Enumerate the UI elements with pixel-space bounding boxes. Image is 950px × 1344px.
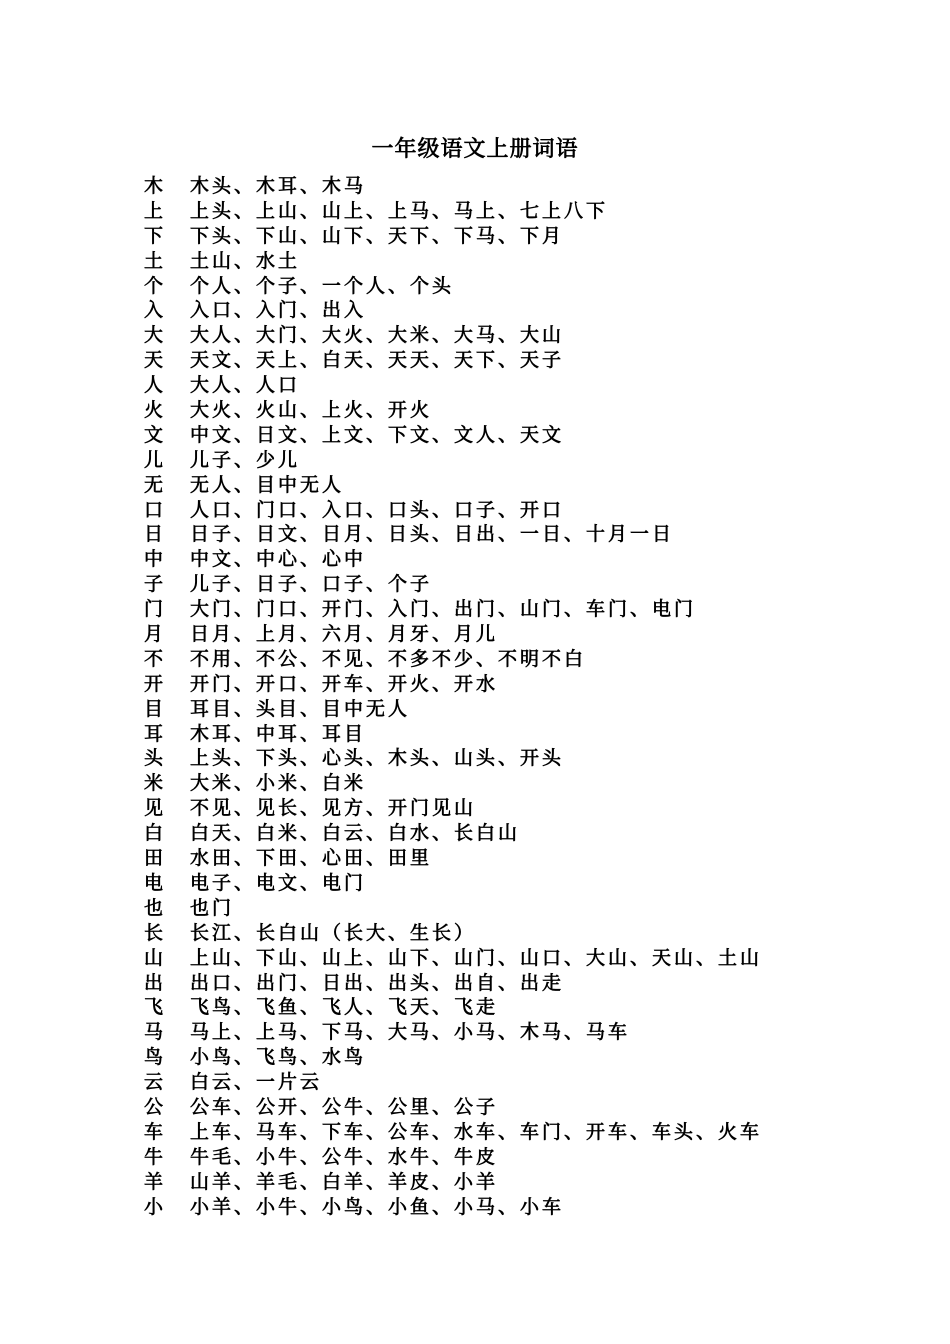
- entry-words: 大人、大门、大火、大米、大马、大山: [190, 324, 565, 347]
- entry-character: 入: [144, 299, 164, 322]
- entry-words: 长江、长白山（长大、生长）: [190, 921, 477, 944]
- entry-words: 牛毛、小牛、公牛、水牛、牛皮: [190, 1145, 499, 1168]
- page-title: 一年级语文上册词语: [371, 136, 579, 162]
- entry-words: 山羊、羊毛、白羊、羊皮、小羊: [190, 1170, 499, 1193]
- entry-words: 儿子、日子、口子、个子: [190, 573, 433, 596]
- list-item: [144, 522, 762, 547]
- entry-words: 大火、火山、上火、开火: [190, 399, 433, 422]
- list-item: [144, 224, 762, 249]
- entry-words: 公车、公开、公牛、公里、公子: [190, 1095, 499, 1118]
- list-item: [144, 771, 762, 796]
- entry-character: 山: [144, 946, 164, 969]
- entry-words: 电子、电文、电门: [190, 871, 367, 894]
- entry-character: 头: [144, 747, 164, 770]
- entry-words: 也门: [190, 896, 235, 919]
- entry-character: 木: [144, 175, 164, 197]
- entry-character: 耳: [144, 722, 164, 745]
- entry-words: 开门、开口、开车、开火、开水: [190, 672, 499, 695]
- entry-character: 出: [144, 971, 164, 994]
- list-item: [144, 348, 762, 373]
- entry-character: 口: [144, 498, 164, 521]
- list-item: [144, 423, 762, 448]
- entry-character: 上: [144, 199, 164, 222]
- list-item: [144, 647, 762, 672]
- list-item: [144, 572, 762, 597]
- entry-words: 大门、门口、开门、入门、出门、山门、车门、电门: [190, 598, 697, 621]
- list-item: [144, 1145, 762, 1170]
- entry-words: 白云、一片云: [190, 1071, 323, 1094]
- entry-character: 不: [144, 647, 164, 670]
- entry-character: 文: [144, 423, 164, 446]
- entry-character: 米: [144, 772, 164, 795]
- entry-character: 长: [144, 921, 164, 944]
- entry-words: 木耳、中耳、耳目: [190, 722, 367, 745]
- entry-words: 日月、上月、六月、月牙、月儿: [190, 623, 499, 646]
- entry-words: 不见、见长、见方、开门见山: [190, 797, 477, 820]
- list-item: [144, 249, 762, 274]
- entry-character: 无: [144, 473, 164, 496]
- list-item: [144, 1070, 762, 1095]
- entry-character: 儿: [144, 448, 164, 471]
- list-item: [144, 1095, 762, 1120]
- entry-character: 车: [144, 1120, 164, 1143]
- entry-words: 出口、出门、日出、出头、出自、出走: [190, 971, 565, 994]
- entry-character: 飞: [144, 996, 164, 1019]
- entry-character: 云: [144, 1071, 164, 1094]
- entry-words: 上头、上山、山上、上马、马上、七上八下: [190, 199, 609, 222]
- entry-words: 下头、下山、山下、天下、下马、下月: [190, 224, 565, 247]
- entry-character: 小: [144, 1195, 164, 1218]
- list-item: [144, 498, 762, 523]
- entry-words: 小鸟、飞鸟、水鸟: [190, 1046, 367, 1069]
- list-item: [144, 871, 762, 896]
- list-item: [144, 821, 762, 846]
- entry-words: 个人、个子、一个人、个头: [190, 274, 455, 297]
- entry-character: 见: [144, 797, 164, 820]
- entry-words: 大米、小米、白米: [190, 772, 367, 795]
- entry-character: 火: [144, 399, 164, 422]
- entry-words: 水田、下田、心田、田里: [190, 847, 433, 870]
- entry-words: 大人、人口: [190, 374, 301, 397]
- entry-character: 门: [144, 598, 164, 621]
- entry-words: 土山、水土: [190, 249, 301, 272]
- list-item: [144, 1120, 762, 1145]
- entry-character: 电: [144, 871, 164, 894]
- entry-character: 牛: [144, 1145, 164, 1168]
- entry-character: 天: [144, 349, 164, 372]
- list-item: [144, 1195, 762, 1220]
- list-item: [144, 199, 762, 224]
- list-item: [144, 971, 762, 996]
- list-item: [144, 373, 762, 398]
- entry-words: 木头、木耳、木马: [190, 175, 367, 197]
- entry-character: 日: [144, 523, 164, 546]
- list-item: [144, 547, 762, 572]
- list-item: [144, 274, 762, 299]
- entry-character: 鸟: [144, 1046, 164, 1069]
- list-item: [144, 672, 762, 697]
- entry-character: 白: [144, 822, 164, 845]
- entry-words: 上车、马车、下车、公车、水车、车门、开车、车头、火车: [190, 1120, 763, 1143]
- entry-character: 土: [144, 249, 164, 272]
- entry-words: 飞鸟、飞鱼、飞人、飞天、飞走: [190, 996, 499, 1019]
- list-item: [144, 597, 762, 622]
- list-item: [144, 846, 762, 871]
- list-item: [144, 174, 762, 199]
- list-item: [144, 697, 762, 722]
- list-item: [144, 722, 762, 747]
- list-item: [144, 1020, 762, 1045]
- entry-words: 马上、上马、下马、大马、小马、木马、马车: [190, 1021, 631, 1044]
- entry-character: 人: [144, 374, 164, 397]
- entry-character: 目: [144, 697, 164, 720]
- entry-words: 入口、入门、出入: [190, 299, 367, 322]
- list-item: [144, 473, 762, 498]
- entry-words: 中文、中心、心中: [190, 548, 367, 571]
- list-item: [144, 398, 762, 423]
- entry-character: 公: [144, 1095, 164, 1118]
- entry-character: 大: [144, 324, 164, 347]
- entry-words: 日子、日文、日月、日头、日出、一日、十月一日: [190, 523, 675, 546]
- entry-character: 马: [144, 1021, 164, 1044]
- entry-character: 子: [144, 573, 164, 596]
- entry-character: 田: [144, 847, 164, 870]
- list-item: [144, 298, 762, 323]
- entry-words: 无人、目中无人: [190, 473, 345, 496]
- entry-character: 也: [144, 896, 164, 919]
- entry-character: 羊: [144, 1170, 164, 1193]
- list-item: [144, 921, 762, 946]
- entry-character: 中: [144, 548, 164, 571]
- list-item: [144, 896, 762, 921]
- list-item: [144, 746, 762, 771]
- entry-words: 小羊、小牛、小鸟、小鱼、小马、小车: [190, 1195, 565, 1218]
- list-item: [144, 1045, 762, 1070]
- entry-words: 不用、不公、不见、不多不少、不明不白: [190, 647, 587, 670]
- list-item: [144, 995, 762, 1020]
- entry-words: 中文、日文、上文、下文、文人、天文: [190, 423, 565, 446]
- entry-character: 下: [144, 224, 164, 247]
- entry-character: 开: [144, 672, 164, 695]
- list-item: [144, 1170, 762, 1195]
- entry-character: 个: [144, 274, 164, 297]
- entry-words: 白天、白米、白云、白水、长白山: [190, 822, 521, 845]
- entry-words: 上山、下山、山上、山下、山门、山口、大山、天山、土山: [190, 946, 763, 969]
- list-item: [144, 323, 762, 348]
- entry-words: 耳目、头目、目中无人: [190, 697, 411, 720]
- entry-words: 天文、天上、白天、天天、天下、天子: [190, 349, 565, 372]
- entry-words: 人口、门口、入口、口头、口子、开口: [190, 498, 565, 521]
- list-item: [144, 946, 762, 971]
- entry-character: 月: [144, 623, 164, 646]
- entry-words: 上头、下头、心头、木头、山头、开头: [190, 747, 565, 770]
- list-item: [144, 448, 762, 473]
- word-list: [144, 174, 762, 1219]
- list-item: [144, 622, 762, 647]
- list-item: [144, 796, 762, 821]
- entry-words: 儿子、少儿: [190, 448, 301, 471]
